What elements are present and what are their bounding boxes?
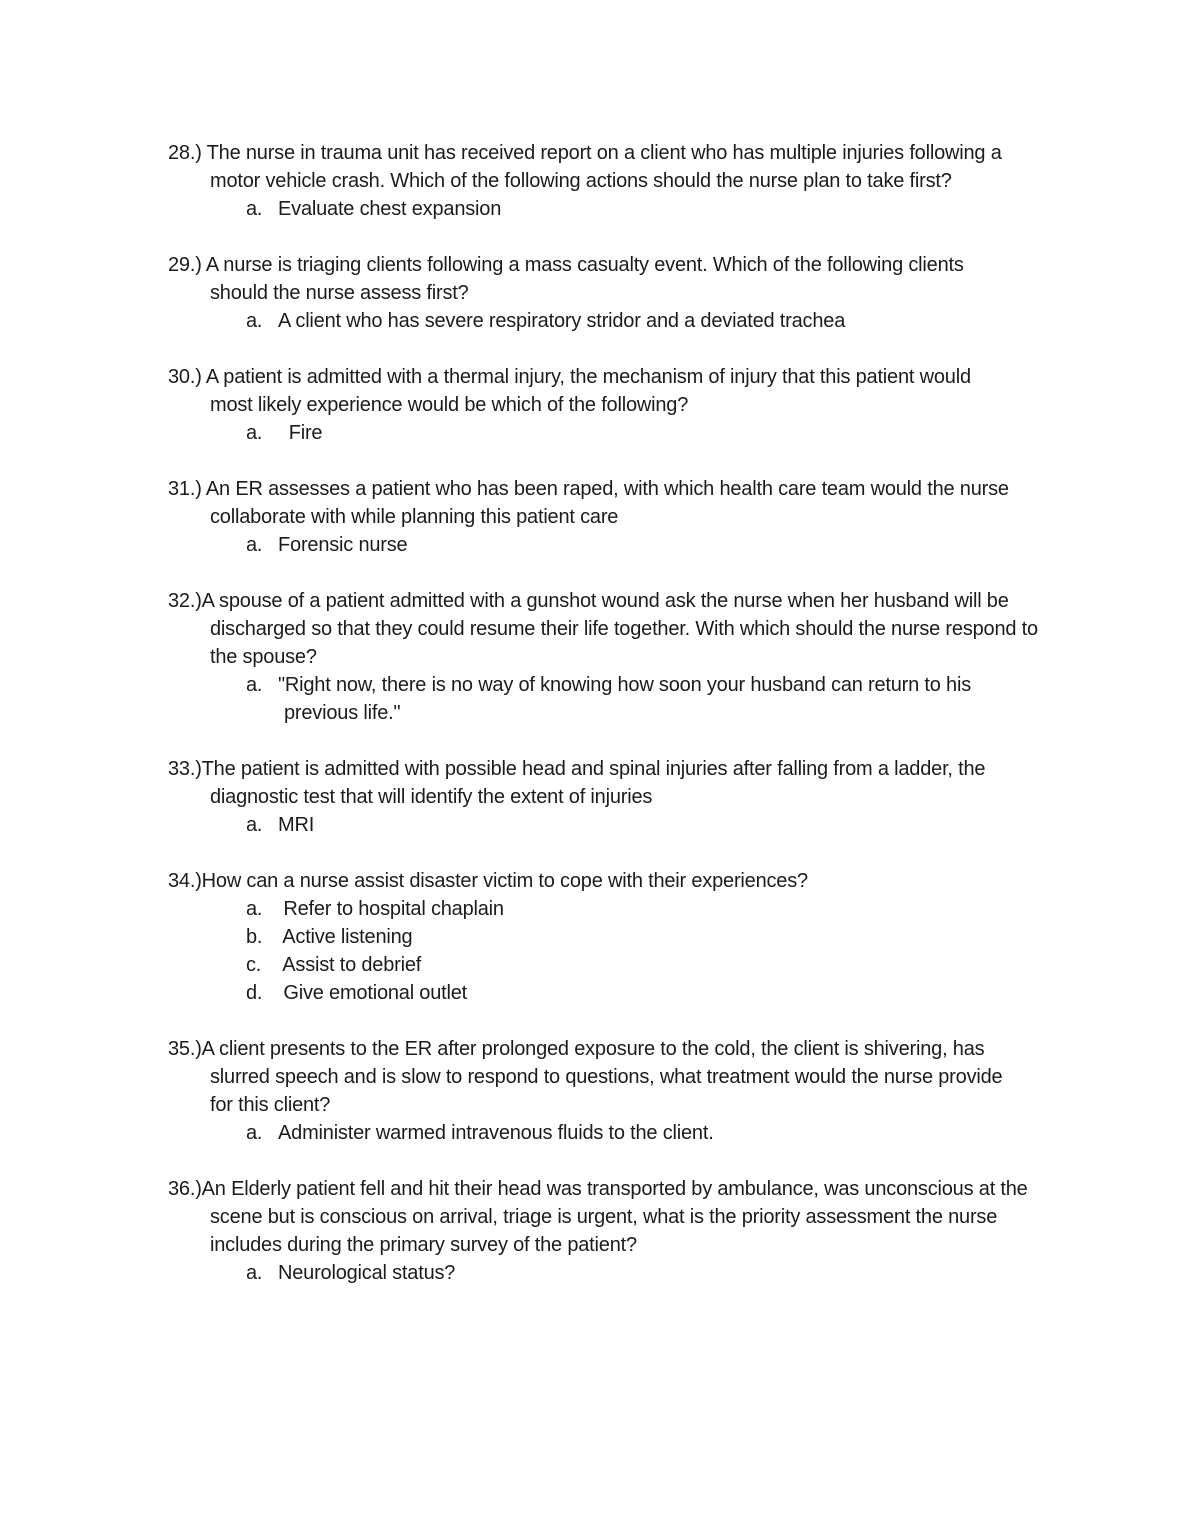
question-number-and-stem-line: 34.)How can a nurse assist disaster victim to cope with their experiences?	[168, 870, 808, 892]
option-row	[246, 1259, 1190, 1287]
question-number-and-stem-line: 28.) The nurse in trauma unit has received report on a client who has multiple injuries following a	[168, 142, 1002, 164]
option-text: Evaluate chest expansion	[278, 198, 502, 220]
option-row	[246, 531, 1190, 559]
option-row	[246, 951, 1190, 979]
question-block	[168, 251, 1190, 335]
question-block	[168, 1035, 1190, 1147]
option-letter: a.	[246, 674, 263, 696]
option-letter: a.	[246, 422, 263, 444]
question-number-and-stem-line: 35.)A client presents to the ER after prolonged exposure to the cold, the client is shivering, has	[168, 1038, 985, 1060]
option-text: Administer warmed intravenous fluids to the client.	[278, 1122, 714, 1144]
option-text: Active listening	[278, 926, 413, 948]
option-row	[246, 671, 1190, 699]
option-text: Fire	[278, 422, 323, 444]
option-text: "Right now, there is no way of knowing how soon your husband can return to his	[278, 674, 972, 696]
question-block	[168, 755, 1190, 839]
option-text: Neurological status?	[278, 1262, 456, 1284]
question-stem-line: most likely experience would be which of the following?	[210, 394, 689, 416]
option-letter: a.	[246, 310, 263, 332]
question-block	[168, 475, 1190, 559]
option-letter: b.	[246, 926, 263, 948]
option-row	[246, 1119, 1190, 1147]
option-text: A client who has severe respiratory stridor and a deviated trachea	[278, 310, 846, 332]
question-number-and-stem-line: 33.)The patient is admitted with possible head and spinal injuries after falling from a ladder, the	[168, 758, 986, 780]
option-letter: a.	[246, 1262, 263, 1284]
option-row	[246, 923, 1190, 951]
option-letter: c.	[246, 954, 262, 976]
option-letter: a.	[246, 1122, 263, 1144]
option-letter: a.	[246, 534, 263, 556]
option-row	[246, 895, 1190, 923]
option-text: Assist to debrief	[278, 954, 422, 976]
option-letter: a.	[246, 814, 263, 836]
option-row	[246, 979, 1190, 1007]
question-number-and-stem-line: 36.)An Elderly patient fell and hit their head was transported by ambulance, was unconscious at the	[168, 1178, 1028, 1200]
question-stem-line: scene but is conscious on arrival, triage is urgent, what is the priority assessment the nurse	[210, 1206, 998, 1228]
question-stem-line: discharged so that they could resume their life together. With which should the nurse respond to	[210, 618, 1038, 640]
question-stem-line: diagnostic test that will identify the extent of injuries	[210, 786, 653, 808]
question-number-and-stem-line: 29.) A nurse is triaging clients following a mass casualty event. Which of the following clients	[168, 254, 964, 276]
option-text: Refer to hospital chaplain	[278, 898, 504, 920]
option-continuation-line: previous life."	[284, 702, 401, 724]
question-number-and-stem-line: 31.) An ER assesses a patient who has been raped, with which health care team would the nurse	[168, 478, 1009, 500]
question-block	[168, 363, 1190, 447]
question-number-and-stem-line: 30.) A patient is admitted with a thermal injury, the mechanism of injury that this patient would	[168, 366, 971, 388]
question-stem-line: slurred speech and is slow to respond to questions, what treatment would the nurse provide	[210, 1066, 1003, 1088]
option-text: MRI	[278, 814, 315, 836]
option-row	[246, 307, 1190, 335]
option-text: Give emotional outlet	[278, 982, 468, 1004]
option-letter: d.	[246, 982, 263, 1004]
question-stem-line: collaborate with while planning this patient care	[210, 506, 619, 528]
question-stem-line: should the nurse assess first?	[210, 282, 469, 304]
option-letter: a.	[246, 198, 263, 220]
question-stem-line: includes during the primary survey of the patient?	[210, 1234, 637, 1256]
option-row	[246, 419, 1190, 447]
question-stem-line: the spouse?	[210, 646, 317, 668]
question-stem-line: motor vehicle crash. Which of the following actions should the nurse plan to take first?	[210, 170, 952, 192]
question-stem-line: for this client?	[210, 1094, 331, 1116]
option-letter: a.	[246, 898, 263, 920]
question-block	[168, 139, 1190, 223]
option-row	[246, 811, 1190, 839]
option-text: Forensic nurse	[278, 534, 408, 556]
question-block	[168, 587, 1190, 727]
option-row	[246, 195, 1190, 223]
question-number-and-stem-line: 32.)A spouse of a patient admitted with a gunshot wound ask the nurse when her husband will be	[168, 590, 1009, 612]
question-block	[168, 1175, 1190, 1287]
question-list	[168, 139, 1190, 1315]
question-block	[168, 867, 1190, 1007]
